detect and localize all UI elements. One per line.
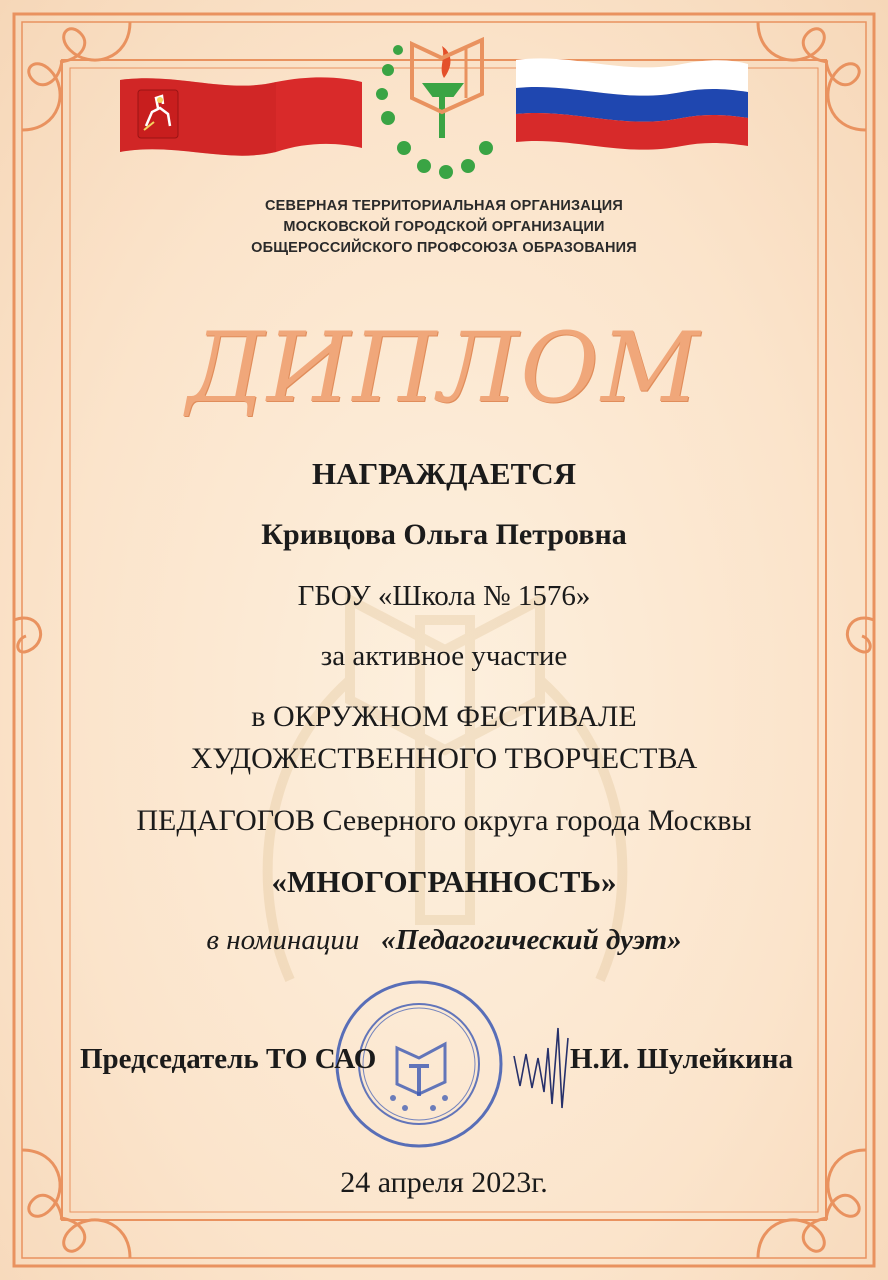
recipient-name: Кривцова Ольга Петровна <box>261 518 627 551</box>
school-name: ГБОУ «Школа № 1576» <box>297 580 591 612</box>
festival-name: «МНОГОГРАННОСТЬ» <box>271 864 617 899</box>
nomination-line <box>0 924 888 957</box>
signer-position: Председатель ТО САО <box>80 1043 377 1075</box>
reason-text: за активное участие <box>320 640 568 672</box>
moscow-coat-of-arms-icon <box>138 90 178 138</box>
diploma-title: ДИПЛОМ <box>186 312 702 424</box>
signature-icon <box>508 1008 578 1118</box>
issue-date: 24 апреля 2023г. <box>340 1166 548 1199</box>
union-logo-icon <box>368 28 518 188</box>
nomination-prefix: в номинации <box>206 924 360 956</box>
org-line-1: СЕВЕРНАЯ ТЕРРИТОРИАЛЬНАЯ ОРГАНИЗАЦИЯ <box>265 198 623 214</box>
event-line-1: в ОКРУЖНОМ ФЕСТИВАЛЕ <box>251 700 637 733</box>
signer-name: Н.И. Шулейкина <box>570 1043 793 1075</box>
org-line-3: ОБЩЕРОССИЙСКОГО ПРОФСОЮЗА ОБРАЗОВАНИЯ <box>251 240 637 256</box>
moscow-flag <box>116 72 366 160</box>
awarded-heading: НАГРАЖДАЕТСЯ <box>311 456 577 491</box>
org-line-2: МОСКОВСКОЙ ГОРОДСКОЙ ОРГАНИЗАЦИИ <box>283 219 605 235</box>
event-line-2: ХУДОЖЕСТВЕННОГО ТВОРЧЕСТВА <box>190 742 698 775</box>
russia-flag <box>512 52 752 154</box>
event-line-3: ПЕДАГОГОВ Северного округа города Москвы <box>136 804 752 837</box>
nomination-name: «Педагогический дуэт» <box>381 924 682 956</box>
